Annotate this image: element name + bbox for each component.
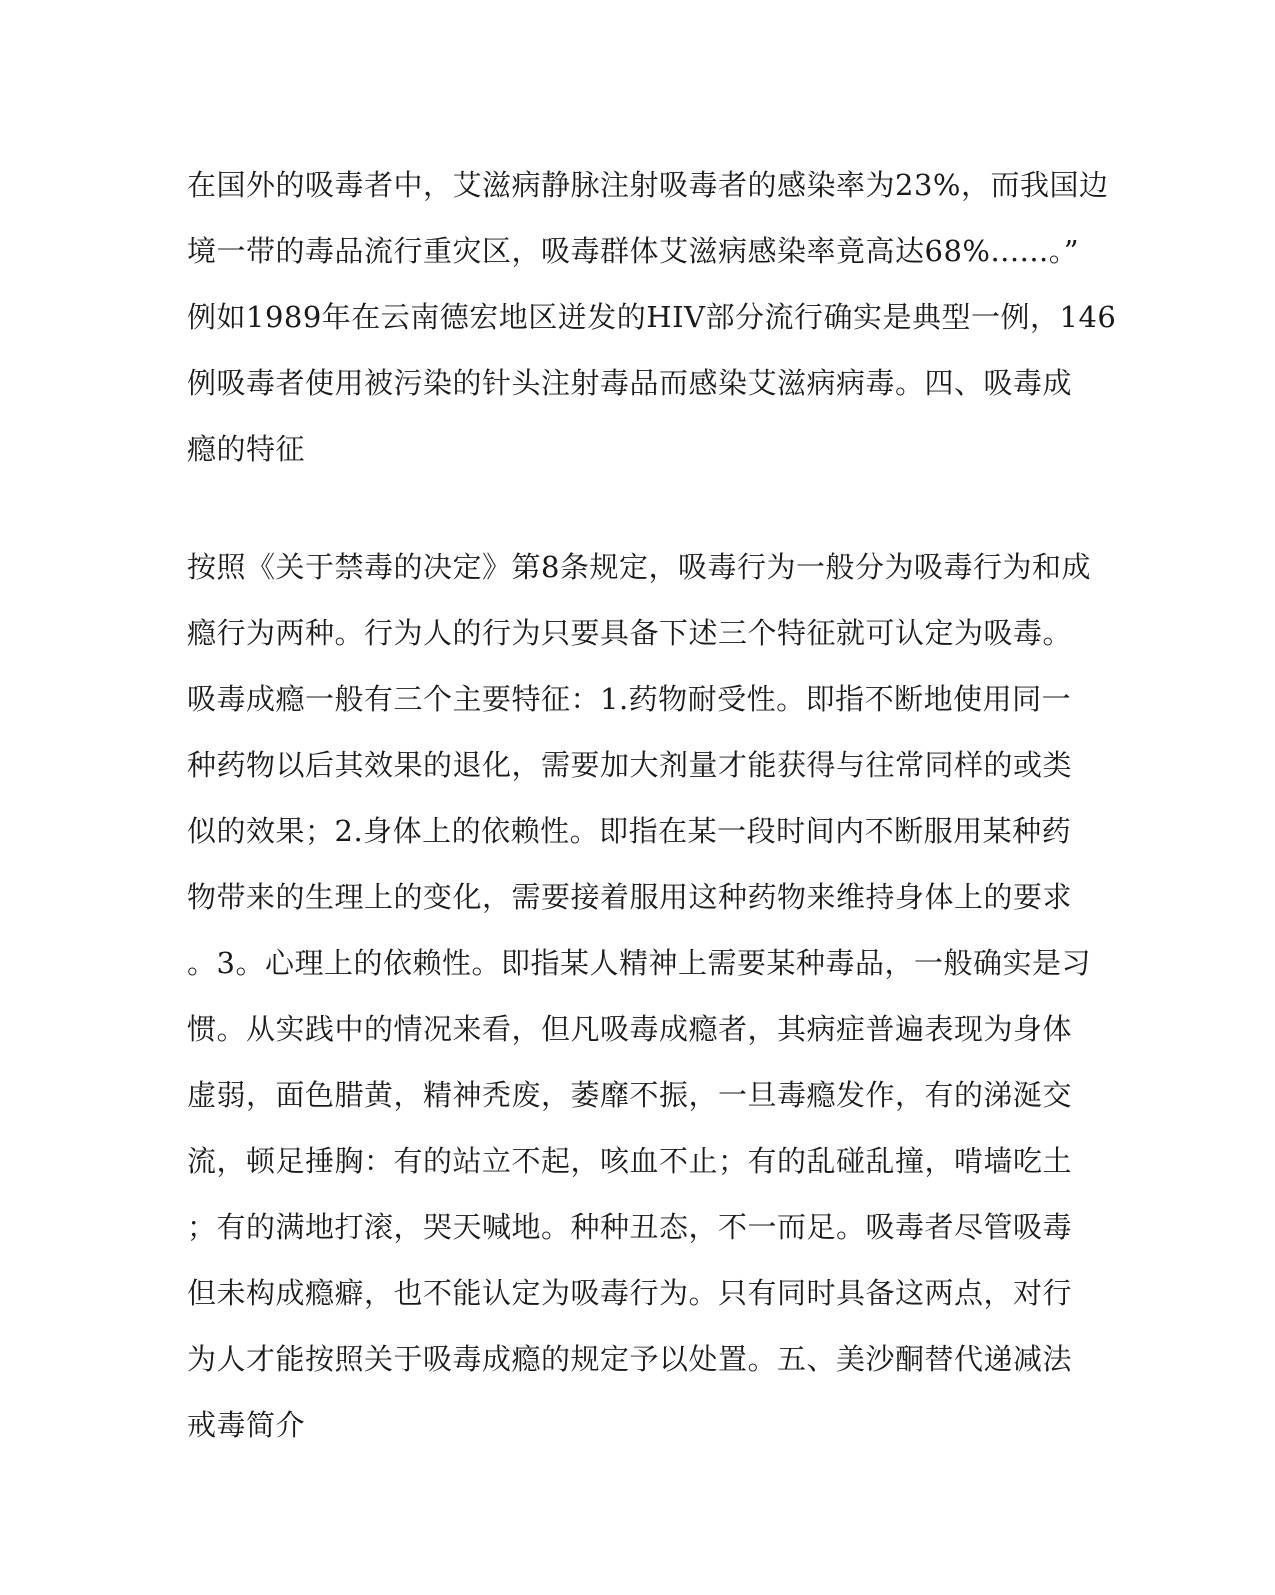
text-line: 。3。心理上的依赖性。即指某人精神上需要某种毒品，一般确实是习 xyxy=(187,946,1091,980)
text-line: 种药物以后其效果的退化，需要加大剂量才能获得与往常同样的或类 xyxy=(187,748,1073,782)
text-line: 例如1989年在云南德宏地区迸发的HIV部分流行确实是典型一例，146 xyxy=(187,300,1117,334)
text-line: 吸毒成瘾一般有三个主要特征：1.药物耐受性。即指不断地使用同一 xyxy=(187,682,1072,716)
text-line: 似的效果；2.身体上的依赖性。即指在某一段时间内不断服用某种药 xyxy=(187,814,1072,848)
text-line: 物带来的生理上的变化，需要接着服用这种药物来维持身体上的要求 xyxy=(187,880,1073,914)
text-line: 在国外的吸毒者中，艾滋病静脉注射吸毒者的感染率为23%，而我国边 xyxy=(187,168,1109,202)
paragraph-2 xyxy=(187,534,1091,1458)
text-line: 例吸毒者使用被污染的针头注射毒品而感染艾滋病病毒。四、吸毒成 xyxy=(187,366,1073,400)
text-line: 虚弱，面色腊黄，精神秃废，萎靡不振，一旦毒瘾发作，有的涕涎交 xyxy=(187,1078,1073,1112)
text-line: 惯。从实践中的情况来看，但凡吸毒成瘾者，其病症普遍表现为身体 xyxy=(187,1012,1073,1046)
text-line: 戒毒简介 xyxy=(187,1408,306,1442)
text-line: 瘾的特征 xyxy=(187,432,306,466)
text-line: 但未构成瘾癖，也不能认定为吸毒行为。只有同时具备这两点，对行 xyxy=(187,1276,1073,1310)
text-line: 瘾行为两种。行为人的行为只要具备下述三个特征就可认定为吸毒。 xyxy=(187,616,1073,650)
text-line: 为人才能按照关于吸毒成瘾的规定予以处置。五、美沙酮替代递减法 xyxy=(187,1342,1073,1376)
text-line: 境一带的毒品流行重灾区，吸毒群体艾滋病感染率竟高达68%......。” xyxy=(187,234,1080,268)
text-line: ；有的满地打滚，哭天喊地。种种丑态，不一而足。吸毒者尽管吸毒 xyxy=(187,1210,1073,1244)
text-line: 流，顿足捶胸：有的站立不起，咳血不止；有的乱碰乱撞，啃墙吃土 xyxy=(187,1144,1073,1178)
text-line: 按照《关于禁毒的决定》第8条规定，吸毒行为一般分为吸毒行为和成 xyxy=(187,550,1091,584)
paragraph-1 xyxy=(187,152,1117,482)
